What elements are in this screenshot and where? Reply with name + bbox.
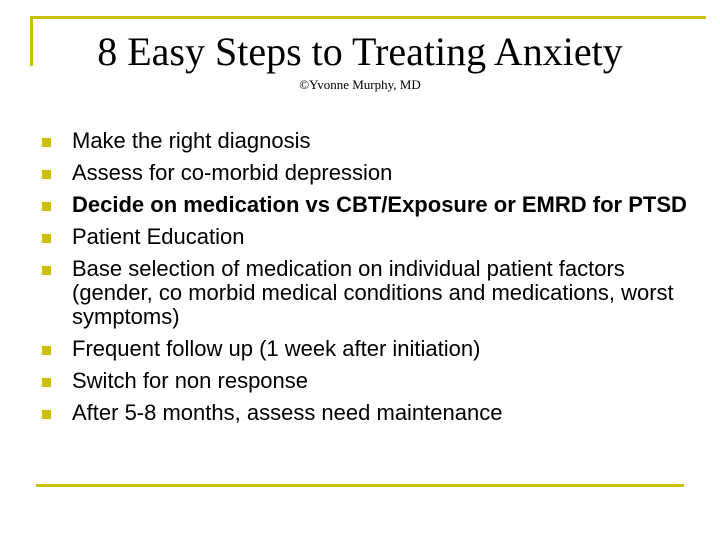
- step-item-6: [40, 337, 700, 361]
- slide-subtitle: ©Yvonne Murphy, MD: [299, 77, 421, 92]
- step-item-4: [40, 225, 700, 249]
- square-bullet-icon: [42, 410, 51, 419]
- square-bullet-icon: [42, 378, 51, 387]
- steps-list: [40, 129, 700, 433]
- square-bullet-icon: [42, 138, 51, 147]
- step-text: Decide on medication vs CBT/Exposure or EMRD for PTSD: [72, 192, 687, 217]
- step-item-8: [40, 401, 700, 425]
- step-text: Base selection of medication on individual patient factors (gender, co morbid medical conditions and medications, worst symptoms): [72, 256, 674, 329]
- frame-top-rule: [30, 16, 706, 19]
- step-text: After 5-8 months, assess need maintenance: [72, 400, 503, 425]
- step-item-3: [40, 193, 700, 217]
- square-bullet-icon: [42, 234, 51, 243]
- square-bullet-icon: [42, 170, 51, 179]
- step-text: Frequent follow up (1 week after initiation): [72, 336, 481, 361]
- step-item-1: [40, 129, 700, 153]
- square-bullet-icon: [42, 202, 51, 211]
- step-item-7: [40, 369, 700, 393]
- step-text: Patient Education: [72, 224, 245, 249]
- step-item-5: [40, 257, 700, 329]
- step-text: Assess for co-morbid depression: [72, 160, 393, 185]
- step-text: Make the right diagnosis: [72, 128, 311, 153]
- frame-left-rule: [30, 16, 33, 66]
- square-bullet-icon: [42, 266, 51, 275]
- square-bullet-icon: [42, 346, 51, 355]
- step-text: Switch for non response: [72, 368, 309, 393]
- step-item-2: [40, 161, 700, 185]
- slide-title: 8 Easy Steps to Treating Anxiety: [97, 29, 623, 74]
- frame-bottom-rule: [36, 484, 684, 487]
